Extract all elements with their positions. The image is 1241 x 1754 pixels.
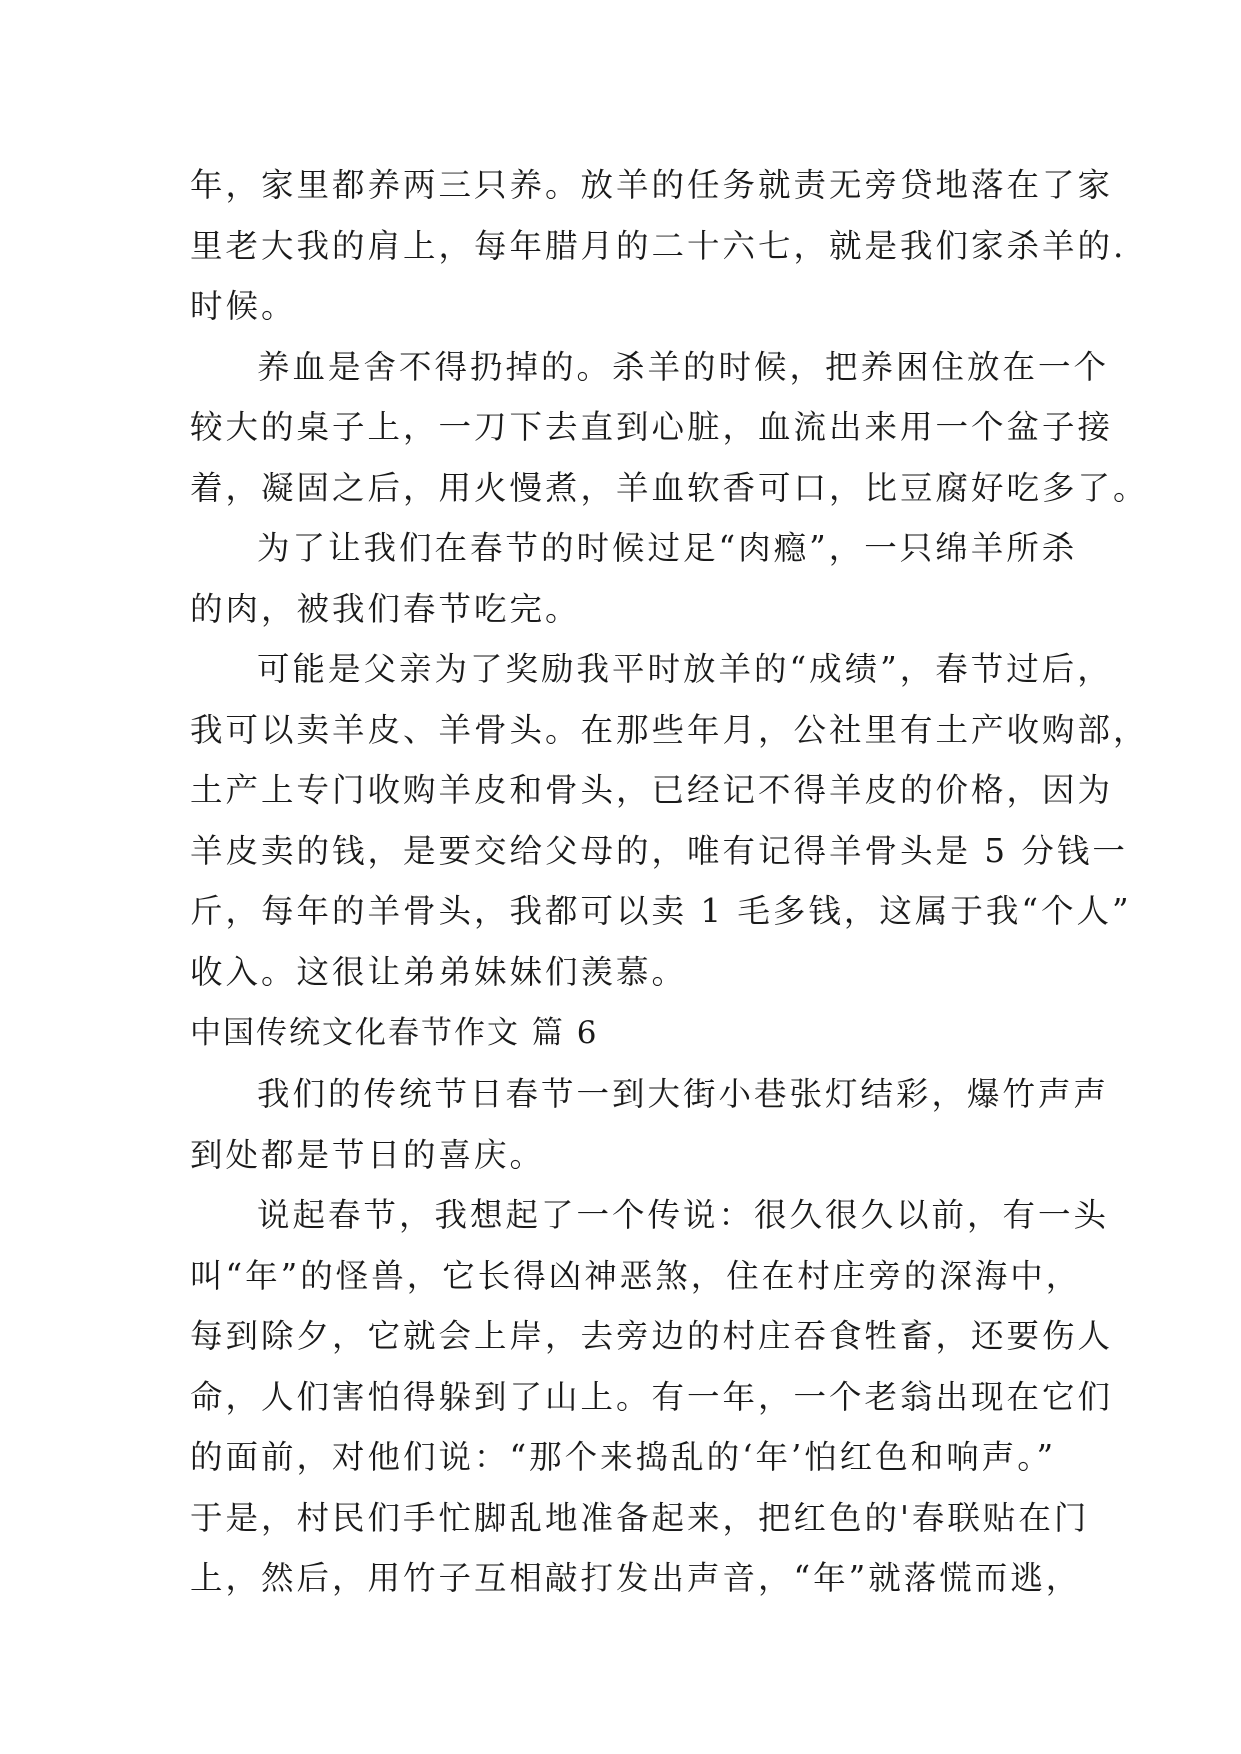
text-line: 为了让我们在春节的时候过足“肉瘾”，一只绵羊所杀 bbox=[257, 529, 1078, 567]
document-body bbox=[190, 155, 1149, 1609]
paragraph bbox=[190, 518, 1078, 639]
text-line: 的肉，被我们春节吃完。 bbox=[190, 589, 581, 628]
text-line: 每到除夕，它就会上岸，去旁边的村庄吞食牲畜，还要伤人 bbox=[190, 1317, 1114, 1355]
paragraph bbox=[190, 337, 1149, 519]
text-line: 年，家里都养两三只养。放羊的任务就责无旁贷地落在了家 bbox=[190, 166, 1114, 204]
paragraph bbox=[190, 639, 1149, 1002]
text-line: 到处都是节日的喜庆。 bbox=[190, 1135, 546, 1174]
text-line: 命，人们害怕得躲到了山上。有一年，一个老翁出现在它们 bbox=[190, 1377, 1114, 1416]
text-line: 上，然后，用竹子互相敲打发出声音，“年”就落慌而逃， bbox=[190, 1559, 1082, 1597]
text-line: 斤，每年的羊骨头，我都可以卖 1 毛多钱，这属于我“个人” bbox=[190, 892, 1132, 930]
text-line: 我们的传统节日春节一到大街小巷张灯结彩，爆竹声声 bbox=[257, 1075, 1110, 1113]
paragraph bbox=[190, 155, 1127, 337]
text-line: 羊皮卖的钱，是要交给父母的，唯有记得羊骨头是 5 分钱一 bbox=[190, 831, 1128, 870]
text-line: 土产上专门收购羊皮和骨头，已经记不得羊皮的价格，因为 bbox=[190, 771, 1114, 809]
text-line: 于是，村民们手忙脚乱地准备起来，把红色的'春联贴在门 bbox=[190, 1498, 1090, 1537]
section-heading: 中国传统文化春节作文 篇 6 bbox=[190, 1015, 599, 1051]
paragraph bbox=[190, 1185, 1114, 1609]
text-line: 我可以卖羊皮、羊骨头。在那些年月，公社里有土产收购部， bbox=[190, 710, 1149, 749]
text-line: 收入。这很让弟弟妹妹们羡慕。 bbox=[190, 952, 688, 991]
text-line: 叫“年”的怪兽，它长得凶神恶煞，住在村庄旁的深海中， bbox=[190, 1256, 1082, 1295]
text-line: 时候。 bbox=[190, 287, 297, 325]
text-line: 较大的桌子上，一刀下去直到心脏，血流出来用一个盆子接 bbox=[190, 408, 1114, 446]
text-line: 里老大我的肩上，每年腊月的二十六七，就是我们家杀羊的. bbox=[190, 226, 1127, 265]
text-line: 说起春节，我想起了一个传说：很久很久以前，有一头 bbox=[257, 1196, 1110, 1234]
paragraph bbox=[190, 1064, 1110, 1185]
text-line: 养血是舍不得扔掉的。杀羊的时候，把养困住放在一个 bbox=[257, 347, 1110, 386]
text-line: 的面前，对他们说：“那个来捣乱的‘年’怕红色和响声。” bbox=[190, 1438, 1057, 1476]
text-line: 着，凝固之后，用火慢煮，羊血软香可口，比豆腐好吃多了。 bbox=[190, 468, 1149, 507]
text-line: 可能是父亲为了奖励我平时放羊的“成绩”，春节过后， bbox=[257, 650, 1113, 688]
